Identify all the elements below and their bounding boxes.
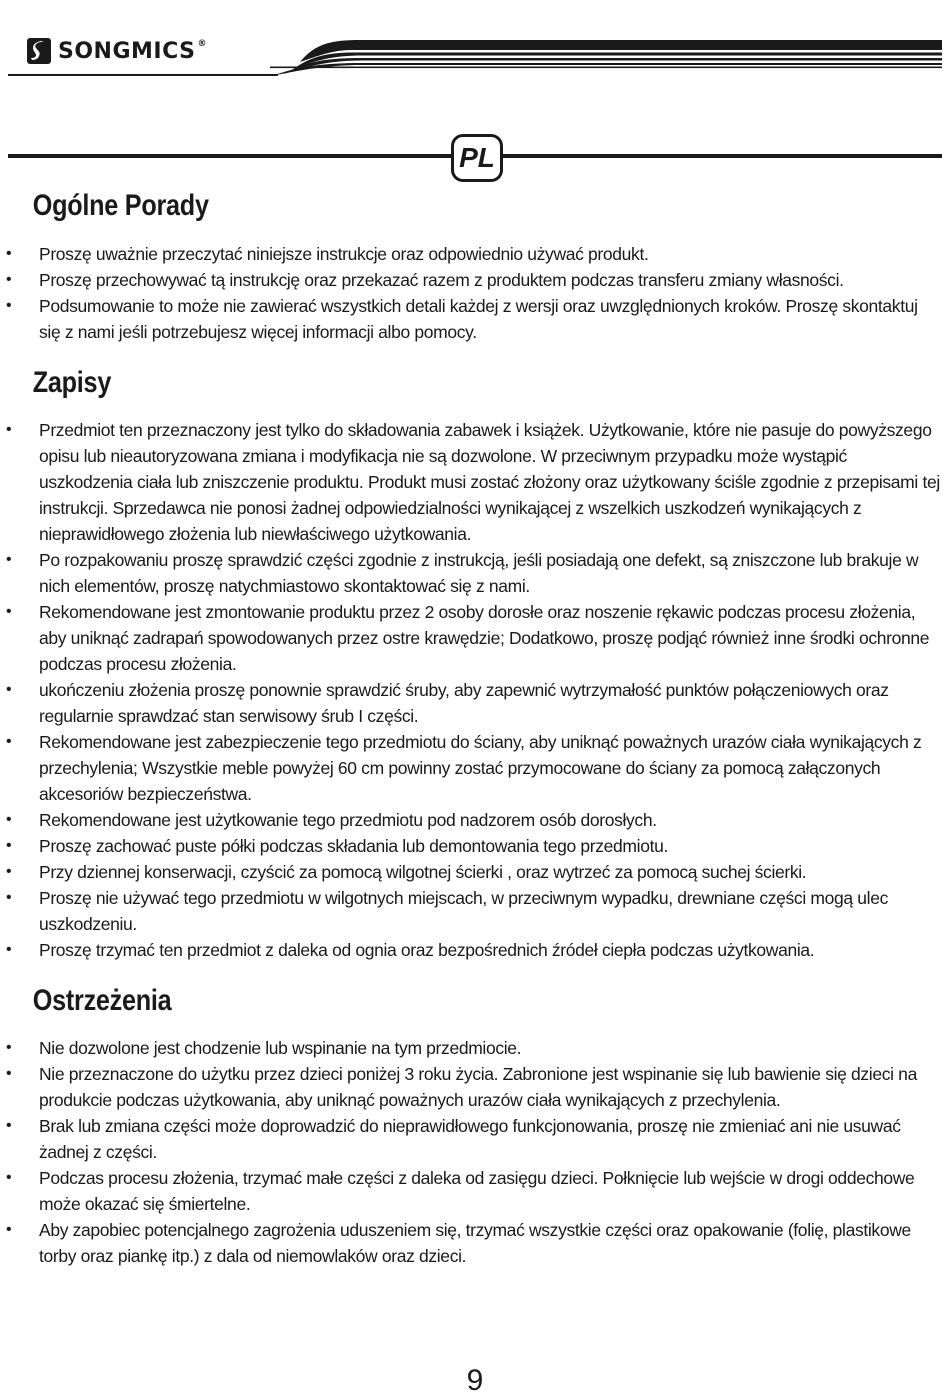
bullet-icon: •: [6, 1169, 12, 1186]
section-title: Ogólne Porady: [32, 189, 209, 222]
bullet-icon: •: [6, 889, 12, 906]
page-header: [0, 0, 950, 90]
brand-logo: [26, 36, 207, 66]
divider-line-left: [8, 154, 453, 158]
bullet-icon: •: [6, 863, 12, 880]
brand-mark-icon: [26, 37, 52, 65]
bullet-icon: •: [6, 1065, 12, 1082]
bullet-icon: •: [6, 421, 12, 438]
list-item: • Aby zapobiec potencjalnego zagrożenia uduszeniem się, trzymać wszystkie części oraz opakowanie (folię, plastikowe torby oraz piankę itp.) z dala od niemowlaków oraz dzieci.: [0, 1217, 950, 1269]
list-item: • Proszę przechowywać tą instrukcję oraz przekazać razem z produktem podczas transferu zmiany własności.: [0, 267, 950, 293]
list-item: • Proszę trzymać ten przedmiot z daleka od ognia oraz bezpośrednich źródeł ciepła podczas użytkowania.: [0, 937, 950, 963]
bullet-icon: •: [6, 603, 12, 620]
registered-mark: ®: [197, 38, 207, 49]
list-item: • Brak lub zmiana części może doprowadzić do nieprawidłowego funkcjonowania, proszę nie zmieniać ani nie usuwać żadnej z części.: [0, 1113, 950, 1165]
document-body: [0, 186, 950, 1269]
section-general-advice: [0, 186, 950, 345]
bullet-icon: •: [6, 297, 12, 314]
page-number: 9: [466, 1364, 484, 1397]
bullet-icon: •: [6, 1221, 12, 1238]
bullet-icon: •: [6, 245, 12, 262]
list-item: • Proszę nie używać tego przedmiotu w wilgotnych miejscach, w przeciwnym wypadku, drewniane części mogą ulec uszkodzeniu.: [0, 885, 950, 937]
list-item: • Podczas procesu złożenia, trzymać małe części z daleka od zasięgu dzieci. Połknięcie lub wejście w drogi oddechowe może okazać się śmiertelne.: [0, 1165, 950, 1217]
list-item: • Po rozpakowaniu proszę sprawdzić części zgodnie z instrukcją, jeśli posiadają one defekt, są zniszczone lub brakuje w nich elementów, proszę natychmiastowo skontaktować się z nami.: [0, 547, 950, 599]
bullet-list: [0, 417, 950, 963]
list-item: • Proszę uważnie przeczytać niniejsze instrukcje oraz odpowiednio używać produkt.: [0, 241, 950, 267]
list-item: • Proszę zachować puste półki podczas składania lub demontowania tego przedmiotu.: [0, 833, 950, 859]
list-item: • Nie przeznaczone do użytku przez dzieci poniżej 3 roku życia. Zabronione jest wspinanie się lub bawienie się dzieci na produkcie podczas użytkowania, aby uniknąć poważnych urazów ciała wynikających z przechylenia.: [0, 1061, 950, 1113]
language-badge: PL: [451, 134, 503, 182]
list-item: • Rekomendowane jest użytkowanie tego przedmiotu pod nadzorem osób dorosłych.: [0, 807, 950, 833]
list-item: • Rekomendowane jest zabezpieczenie tego przedmiotu do ściany, aby uniknąć poważnych urazów ciała wynikających z przechylenia; Wszystkie meble powyżej 60 cm powinny zostać przymocowane do ściany za pomocą załączonych akcesoriów bezpieczeństwa.: [0, 729, 950, 807]
bullet-icon: •: [6, 271, 12, 288]
bullet-icon: •: [6, 1039, 12, 1056]
section-title: Zapisy: [32, 366, 112, 399]
bullet-list: [0, 1035, 950, 1269]
list-item: • ukończeniu złożenia proszę ponownie sprawdzić śruby, aby zapewnić wytrzymałość punktów połączeniowych oraz regularnie sprawdzać stan serwisowy śrub I części.: [0, 677, 950, 729]
bullet-icon: •: [6, 681, 12, 698]
bullet-icon: •: [6, 811, 12, 828]
section-regulations: [0, 363, 950, 963]
section-warnings: [0, 981, 950, 1269]
bullet-icon: •: [6, 733, 12, 750]
language-divider: [8, 128, 942, 188]
bullet-icon: •: [6, 941, 12, 958]
brand-name: SONGMICS ®: [58, 38, 207, 64]
bullet-icon: •: [6, 1117, 12, 1134]
bullet-list: [0, 241, 950, 345]
bullet-icon: •: [6, 551, 12, 568]
list-item: • Przedmiot ten przeznaczony jest tylko do składowania zabawek i książek. Użytkowanie, które nie pasuje do powyższego opisu lub nieautoryzowana zmiana i modyfikacja nie są dozwolone. W przeciwnym przypadku może wystąpić uszkodzenia ciała lub zniszczenie produktu. Produkt musi zostać złożony oraz użytkowany ściśle zgodnie z przepisami tej instrukcji. Sprzedawca nie ponosi żadnej odpowiedzialności wynikającej z wszelkich uszkodzeń wynikających z nieprawidłowego złożenia lub niewłaściwego użytkowania.: [0, 417, 950, 547]
divider-line-right: [502, 154, 942, 158]
list-item: • Podsumowanie to może nie zawierać wszystkich detali każdej z wersji oraz uwzględnionych kroków. Proszę skontaktuj się z nami jeśli potrzebujesz więcej informacji albo pomocy.: [0, 293, 950, 345]
bullet-icon: •: [6, 837, 12, 854]
list-item: • Nie dozwolone jest chodzenie lub wspinanie na tym przedmiocie.: [0, 1035, 950, 1061]
section-title: Ostrzeżenia: [32, 984, 172, 1017]
list-item: • Rekomendowane jest zmontowanie produktu przez 2 osoby dorosłe oraz noszenie rękawic podczas procesu złożenia, aby uniknąć zadrapań spowodowanych przez ostre krawędzie; Dodatkowo, proszę podjąć również inne środki ochronne podczas procesu złożenia.: [0, 599, 950, 677]
list-item: • Przy dziennej konserwacji, czyścić za pomocą wilgotnej ścierki , oraz wytrzeć za pomocą suchej ścierki.: [0, 859, 950, 885]
